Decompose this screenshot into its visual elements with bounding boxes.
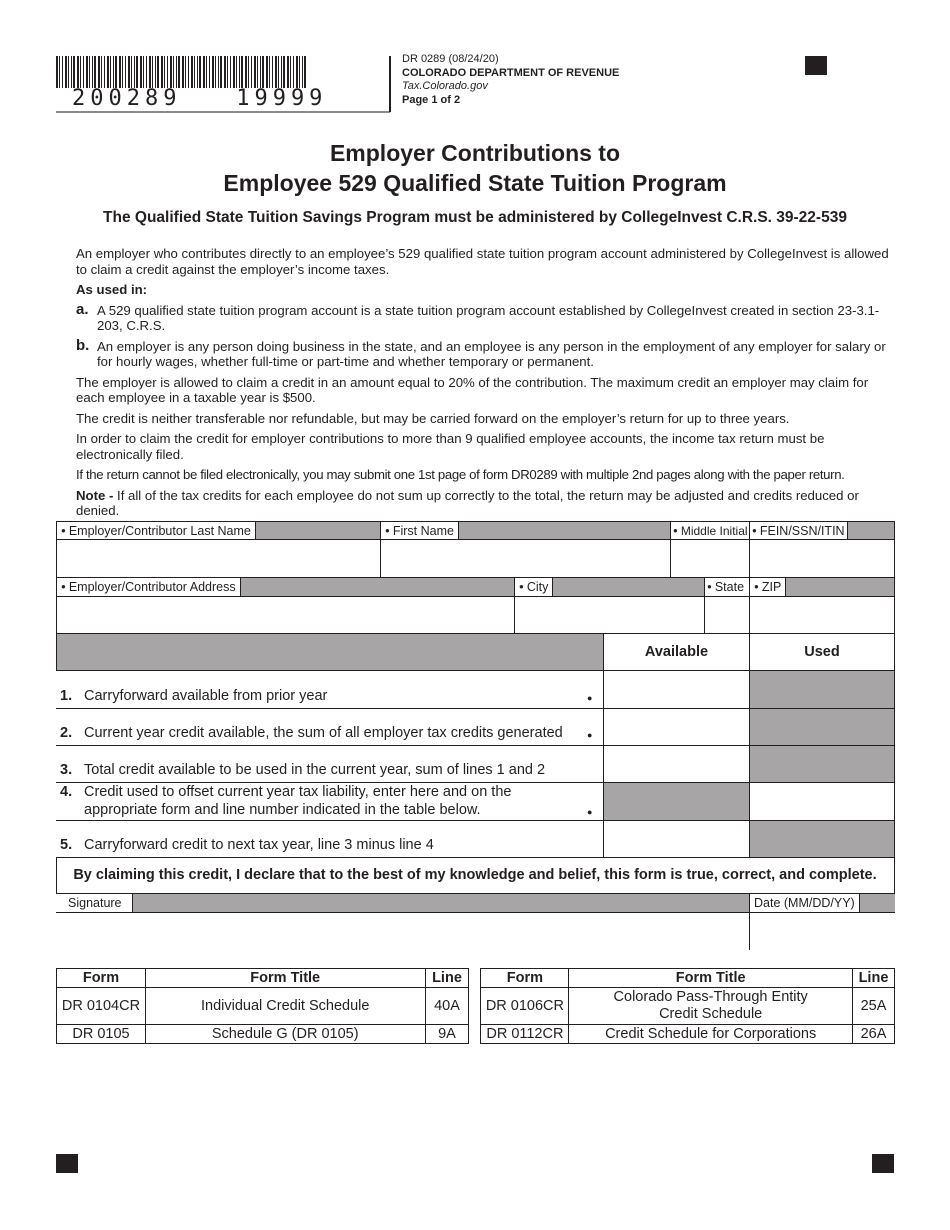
table-header-row xyxy=(57,969,895,988)
available-header: Available xyxy=(644,644,709,660)
zip-label-cell xyxy=(749,577,895,597)
zip-label: ● ZIP xyxy=(750,578,786,596)
header-underline xyxy=(56,111,390,113)
line-3-used-shaded xyxy=(749,745,895,783)
signature-input[interactable] xyxy=(56,912,750,950)
fein-input[interactable] xyxy=(749,539,895,578)
header-divider xyxy=(389,56,391,112)
form-cell: DR 0106CR xyxy=(481,988,569,1025)
line-3-row xyxy=(56,745,604,783)
last-name-label-cell xyxy=(56,521,381,540)
barcode-digits: 200289 19999 xyxy=(72,86,328,111)
line-1-used-shaded xyxy=(749,670,895,709)
line-5-available-input[interactable] xyxy=(603,820,750,858)
form-cell: DR 0112CR xyxy=(481,1025,569,1044)
form-cell: DR 0104CR xyxy=(57,988,146,1025)
form-title-cell xyxy=(569,988,853,1025)
line-number: 1. xyxy=(60,688,73,704)
date-label-cell xyxy=(749,893,895,913)
line-1-row xyxy=(56,670,604,709)
date-label: Date (MM/DD/YY) xyxy=(750,894,860,912)
declaration-statement: By claiming this credit, I declare that to the best of my knowledge and belief, this form is true, correct, and complete. xyxy=(73,867,877,883)
table-gap xyxy=(469,969,481,988)
form-title-line-2: Credit Schedule xyxy=(659,1006,763,1022)
used-header: Used xyxy=(804,644,840,660)
address-input[interactable] xyxy=(56,596,515,634)
form-title-cell: Individual Credit Schedule xyxy=(145,988,425,1025)
form-meta xyxy=(402,53,619,107)
line-4-row xyxy=(56,782,604,821)
column-header: Line xyxy=(425,969,469,988)
form-cell: DR 0105 xyxy=(57,1025,146,1044)
line-5-used-shaded xyxy=(749,820,895,858)
efile-paragraph: In order to claim the credit for employer contributions to more than 9 qualified employee accounts, the income tax return must be electronically filed. xyxy=(76,431,825,462)
available-header-cell xyxy=(603,633,750,671)
state-label: ● State xyxy=(705,578,746,596)
form-reference-table xyxy=(56,968,895,1044)
registration-mark-icon xyxy=(872,1154,894,1173)
column-header: Line xyxy=(852,969,894,988)
line-4-used-input[interactable] xyxy=(749,782,895,821)
first-name-label-cell xyxy=(380,521,671,540)
column-header-spacer xyxy=(56,633,604,671)
form-number: DR 0289 (08/24/20) xyxy=(402,53,499,65)
line-cell: 9A xyxy=(425,1025,469,1044)
form-title-cell: Credit Schedule for Corporations xyxy=(569,1025,853,1044)
credit-amount-paragraph: The employer is allowed to claim a credit in an amount equal to 20% of the contribution. The maximum credit an employer may claim for each employee in a taxable year is $500. xyxy=(76,374,869,405)
required-bullet-icon: ● xyxy=(587,693,593,703)
column-header: Form xyxy=(481,969,569,988)
paper-return-paragraph: If the return cannot be filed electronically, you may submit one 1st page of form DR0289 with multiple 2nd pages along with the paper return. xyxy=(76,467,845,482)
definition-b xyxy=(76,336,896,370)
table-gap xyxy=(469,988,481,1025)
line-2-used-shaded xyxy=(749,708,895,746)
city-label-cell xyxy=(514,577,705,597)
signature-label-cell xyxy=(56,893,750,913)
definition-marker: b. xyxy=(76,336,90,354)
city-input[interactable] xyxy=(514,596,705,634)
title-line-2: Employee 529 Qualified State Tuition Program xyxy=(223,170,727,196)
required-bullet-icon: ● xyxy=(587,807,593,817)
page-number: Page 1 of 2 xyxy=(402,93,461,106)
line-description: Carryforward credit to next tax year, line 3 minus line 4 xyxy=(84,837,434,853)
as-used-in-label: As used in: xyxy=(76,282,148,297)
line-2-row xyxy=(56,708,604,746)
line-1-available-input[interactable] xyxy=(603,670,750,709)
line-number: 2. xyxy=(60,725,73,741)
line-2-available-input[interactable] xyxy=(603,708,750,746)
line-4-available-shaded xyxy=(603,782,750,821)
zip-input[interactable] xyxy=(749,596,895,634)
line-description-1: Credit used to offset current year tax liability, enter here and on the xyxy=(84,784,512,800)
registration-mark-icon xyxy=(805,56,827,75)
column-header: Form Title xyxy=(145,969,425,988)
line-description: Total credit available to be used in the current year, sum of lines 1 and 2 xyxy=(84,762,546,778)
address-label-cell xyxy=(56,577,515,597)
note-text: If all of the tax credits for each employee do not sum up correctly to the total, the return may be adjusted and credits reduced or denied. xyxy=(76,487,859,518)
last-name-label: ● Employer/Contributor Last Name xyxy=(57,522,256,540)
line-cell: 26A xyxy=(852,1025,894,1044)
note-paragraph xyxy=(76,488,896,519)
last-name-input[interactable] xyxy=(56,539,381,578)
note-label: Note - xyxy=(76,487,114,503)
page-title xyxy=(0,138,950,198)
line-number: 4. xyxy=(60,784,73,800)
table-row xyxy=(57,988,895,1025)
line-description: Current year credit available, the sum of all employer tax credits generated xyxy=(84,725,563,741)
line-number: 5. xyxy=(60,837,73,853)
line-5-row xyxy=(56,820,604,858)
line-number: 3. xyxy=(60,762,73,778)
title-line-1: Employer Contributions to xyxy=(329,140,621,166)
line-cell: 25A xyxy=(852,988,894,1025)
line-description: Carryforward available from prior year xyxy=(84,688,328,704)
fein-label-cell xyxy=(749,521,895,540)
first-name-label: ● First Name xyxy=(381,522,459,540)
subtitle: The Qualified State Tuition Savings Program must be administered by CollegeInvest C.R.S. 39-22-539 xyxy=(103,209,847,226)
intro-paragraph: An employer who contributes directly to an employee’s 529 qualified state tuition program account administered by CollegeInvest is allowed to claim a credit against the employer’s income taxes. xyxy=(76,246,889,277)
first-name-input[interactable] xyxy=(380,539,671,578)
signature-label: Signature xyxy=(56,894,133,912)
definition-text: A 529 qualified state tuition program account is a state tuition program account established by CollegeInvest created in section 23-3.1-203, C.R.S. xyxy=(97,302,880,333)
state-input[interactable] xyxy=(704,596,750,634)
column-header: Form xyxy=(57,969,146,988)
used-header-cell xyxy=(749,633,895,671)
state-label-cell xyxy=(704,577,750,597)
date-input[interactable] xyxy=(749,912,895,950)
barcode xyxy=(56,56,308,88)
definition-text: An employer is any person doing business in the state, and an employee is any person in the employment of any employer for salary or for hourly wages, whether full-time or part-time and whether temporary or permanent. xyxy=(97,338,886,369)
fein-label: ● FEIN/SSN/ITIN xyxy=(750,522,848,540)
city-label: ● City xyxy=(515,578,553,596)
address-label: ● Employer/Contributor Address xyxy=(57,578,241,596)
definition-marker: a. xyxy=(76,300,89,318)
required-bullet-icon: ● xyxy=(587,730,593,740)
website: Tax.Colorado.gov xyxy=(402,80,488,92)
table-gap xyxy=(469,1025,481,1044)
line-cell: 40A xyxy=(425,988,469,1025)
middle-initial-label-cell xyxy=(670,521,750,540)
line-description-2: appropriate form and line number indicated in the table below. xyxy=(84,802,481,818)
line-3-available-input[interactable] xyxy=(603,745,750,783)
table-row xyxy=(57,1025,895,1044)
middle-initial-input[interactable] xyxy=(670,539,750,578)
definition-a xyxy=(76,300,896,334)
column-header: Form Title xyxy=(569,969,853,988)
registration-mark-icon xyxy=(56,1154,78,1173)
instructions xyxy=(76,246,896,524)
form-title-cell: Schedule G (DR 0105) xyxy=(145,1025,425,1044)
middle-initial-label: ● Middle Initial xyxy=(671,522,750,540)
department-name: COLORADO DEPARTMENT OF REVENUE xyxy=(402,66,620,79)
carryforward-paragraph: The credit is neither transferable nor refundable, but may be carried forward on the employer’s return for up to three years. xyxy=(76,410,790,426)
form-title-line-1: Colorado Pass-Through Entity xyxy=(613,989,808,1005)
